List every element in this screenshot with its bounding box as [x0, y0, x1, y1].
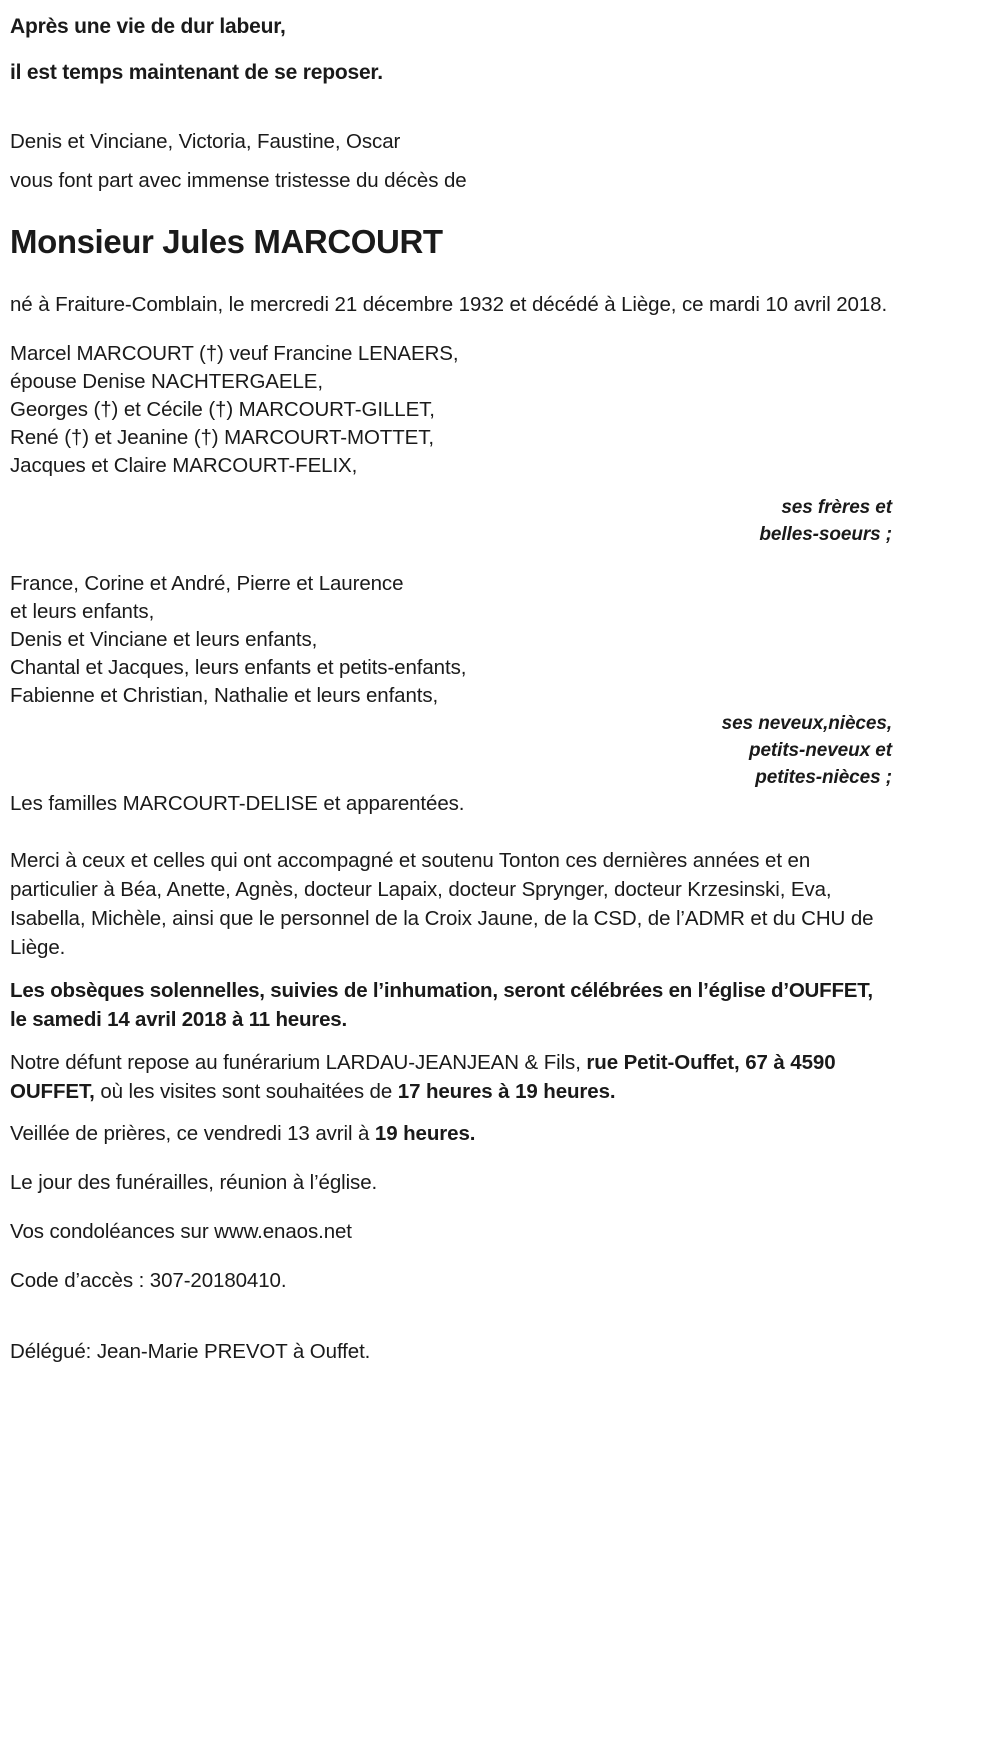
repose-address: rue Petit-Ouffet, 67 à 4590 OUFFET,: [10, 1051, 836, 1103]
spacer: [10, 261, 892, 291]
repose-details: [10, 1048, 892, 1106]
vigil-details: [10, 1120, 892, 1147]
list-item: René (†) et Jeanine (†) MARCOURT-MOTTET,: [10, 426, 434, 449]
list-item: Denis et Vinciane et leurs enfants,: [10, 628, 318, 651]
list-item: épouse Denise NACHTERGAELE,: [10, 370, 323, 393]
relation-line: petits-neveux et: [748, 740, 892, 761]
relation-line: ses frères et: [781, 497, 892, 518]
announcement-statement: vous font part avec immense tristesse du décès de: [10, 169, 467, 192]
relation-line: belles-soeurs ;: [759, 524, 892, 545]
spacer: [10, 1034, 892, 1048]
list-item: Marcel MARCOURT (†) veuf Francine LENAERS,: [10, 342, 459, 365]
relation-line: ses neveux,nièces,: [721, 713, 892, 734]
spacer: [10, 1245, 892, 1267]
siblings-relation-label: [10, 494, 892, 548]
birth-death-details: né à Fraiture-Comblain, le mercredi 21 décembre 1932 et décédé à Liège, ce mardi 10 avril 2018.: [10, 293, 888, 316]
vigil-text: Veillée de prières, ce vendredi 13 avril à: [10, 1122, 375, 1145]
repose-text-part-1: Notre défunt repose au funérarium LARDAU-JEANJEAN & Fils,: [10, 1051, 587, 1074]
spacer: [10, 962, 892, 976]
list-item: Chantal et Jacques, leurs enfants et petits-enfants,: [10, 656, 467, 679]
spacer: [10, 548, 892, 570]
access-code: Code d’accès : 307-20180410.: [10, 1269, 287, 1292]
list-item: Georges (†) et Cécile (†) MARCOURT-GILLET,: [10, 398, 435, 421]
repose-text-part-2: où les visites sont souhaitées de: [94, 1080, 398, 1103]
spacer: [10, 1294, 892, 1338]
spacer: [10, 154, 892, 168]
spacer: [10, 480, 892, 494]
spacer: [10, 1196, 892, 1218]
nephews-list: [10, 570, 892, 710]
epitaph-line-2: il est temps maintenant de se reposer.: [10, 61, 383, 84]
spacer: [10, 1106, 892, 1120]
announcer-names: Denis et Vinciane, Victoria, Faustine, Oscar: [10, 130, 401, 153]
relation-line: petites-nièces ;: [755, 767, 892, 788]
spacer: [10, 1147, 892, 1169]
ceremony-details: Les obsèques solennelles, suivies de l’inhumation, seront célébrées en l’église d’OUFFET, le samedi 14 avril 2018 à 11 heures.: [10, 979, 873, 1031]
spacer: [10, 816, 892, 846]
vigil-time: 19 heures.: [374, 1122, 476, 1145]
spacer: [10, 85, 892, 129]
spacer: [10, 318, 892, 340]
thanks-paragraph: Merci à ceux et celles qui ont accompagné et soutenu Tonton ces dernières années et en particulier à Béa, Anette, Agnès, docteur Lapaix, docteur Sprynger, docteur Krzesinski, Eva, Isabella, Michèle, ainsi que le personnel de la Croix Jaune, de la CSD, de l’ADMR et du CHU de Liège.: [10, 849, 874, 959]
gathering-details: Le jour des funérailles, réunion à l’église.: [10, 1171, 378, 1194]
condolences-line: Vos condoléances sur www.enaos.net: [10, 1220, 352, 1243]
visiting-hours: 17 heures à 19 heures.: [397, 1080, 616, 1103]
epitaph-line-1: Après une vie de dur labeur,: [10, 15, 286, 38]
nephews-relation-label: [10, 710, 892, 791]
siblings-list: [10, 340, 892, 480]
delegate-line: Délégué: Jean-Marie PREVOT à Ouffet.: [10, 1340, 371, 1363]
list-item: Jacques et Claire MARCOURT-FELIX,: [10, 454, 358, 477]
related-families: Les familles MARCOURT-DELISE et apparentées.: [10, 792, 465, 815]
list-item: France, Corine et André, Pierre et Laurence: [10, 572, 404, 595]
spacer: [10, 193, 892, 223]
deceased-name: Monsieur Jules MARCOURT: [10, 223, 443, 260]
list-item: Fabienne et Christian, Nathalie et leurs enfants,: [10, 684, 439, 707]
list-item: et leurs enfants,: [10, 600, 155, 623]
